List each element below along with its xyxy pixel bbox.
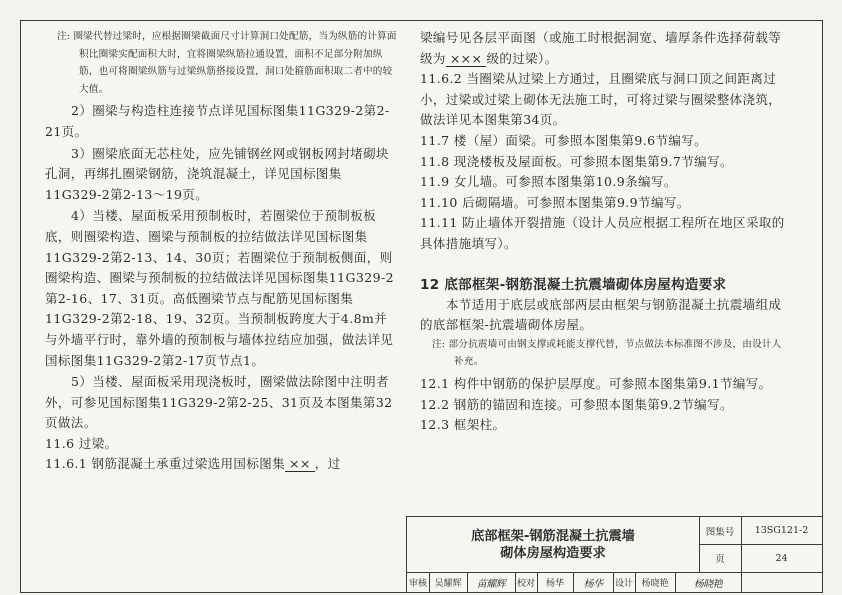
drawing-title-line2: 砌体房屋构造要求 — [500, 545, 606, 561]
paragraph-3: 3）圈梁底面无芯柱处，应先铺钢丝网或钢板网封堵砌块孔洞，再绑扎圈梁钢筋，浇筑混凝土，详见国标图集11G329-2第2-13～19页。 — [45, 145, 389, 202]
drawing-title — [407, 517, 700, 573]
design-signature: 杨晓艳 — [675, 572, 742, 593]
section-11-8: 11.8 现浇楼板及屋面板。可参照本图集第9.7节编写。 — [420, 153, 733, 169]
check-signature: 杨华 — [573, 572, 614, 593]
design-name: 杨晓艳 — [635, 572, 676, 593]
note-text: 圈梁代替过梁时，应根据圈梁截面尺寸计算洞口处配筋，当为纵筋的计算面积比圈梁实配面积大时，宜将圈梁纵筋拉通设置，面积不足部分附加纵筋，也可将圈梁纵筋与过梁纵筋搭接设置，洞口处箍筋面积取二者中的较大值。 — [73, 31, 397, 95]
right-column — [420, 28, 785, 436]
section-11-7: 11.7 楼（屋）面梁。可参照本图集第9.6节编写。 — [420, 132, 708, 148]
section-12-1: 12.1 构件中钢筋的保护层厚度。可参照本图集第9.1节编写。 — [420, 375, 772, 391]
review-label: 审核 — [407, 572, 430, 593]
left-column — [45, 28, 397, 475]
section-12-intro: 本节适用于底层或底部两层由框架与钢筋混凝土抗震墙组成的底部框架-抗震墙砌体房屋。 — [420, 296, 782, 333]
paragraph-5: 5）当楼、屋面板采用现浇板时，圈梁做法除图中注明者外，可参见国标图集11G329-2第2-25、31页及本图集第32页做法。 — [45, 374, 393, 431]
note-label: 注: — [57, 31, 71, 42]
lintel-continuation-tail: 级的过梁）。 — [486, 50, 558, 66]
section-11-6-1 — [45, 454, 397, 475]
section-11-6-1-text: 11.6.1 钢筋混凝土承重过梁选用国标图集 — [45, 456, 286, 472]
note-text: 部分抗震墙可由钢支撑或耗能支撑代替，节点做法本标准图不涉及，由设计人补充。 — [448, 338, 782, 368]
lintel-continuation-text: 梁编号见各层平面图（或施工时根据洞宽、墙厚条件选择荷载等级为 — [420, 30, 782, 66]
page-label: 页 — [699, 544, 742, 573]
section-11-9: 11.9 女儿墙。可参照本图集第10.9条编写。 — [420, 174, 677, 190]
page-number: 24 — [741, 544, 822, 573]
fill-blank-load-grade: ××× — [446, 52, 487, 67]
title-block — [406, 516, 823, 593]
lintel-continuation — [420, 28, 785, 69]
note-label: 注: — [432, 338, 446, 350]
section-11-6: 11.6 过梁。 — [45, 435, 118, 451]
note-shear-wall — [420, 336, 785, 371]
drawing-title-line1: 底部框架-钢筋混凝土抗震墙 — [471, 528, 635, 544]
note-ring-beam-lintel — [45, 28, 397, 98]
fill-blank-atlas: ×× — [285, 457, 315, 472]
atlas-number-label: 图集号 — [699, 517, 742, 545]
paragraph-2: 2）圈梁与构造柱连接节点详见国标图集11G329-2第2-21页。 — [45, 103, 390, 139]
section-12-3: 12.3 框架柱。 — [420, 417, 506, 433]
review-signature: 苗耀辉 — [467, 572, 516, 593]
section-11-6-2: 11.6.2 当圈梁从过梁上方通过，且圈梁底与洞口顶之间距离过小，过梁或过梁上砌体无法施工时，可将过梁与圈梁整体浇筑，做法详见本图集第34页。 — [420, 71, 782, 128]
section-11-6-1-tail: ，过 — [314, 456, 341, 472]
check-name: 杨华 — [537, 572, 574, 593]
section-11-10: 11.10 后砌隔墙。可参照本图集第9.9节编写。 — [420, 194, 690, 210]
section-12-2: 12.2 钢筋的锚固和连接。可参照本图集第9.2节编写。 — [420, 396, 733, 412]
paragraph-4: 4）当楼、屋面板采用预制板时，若圈梁位于预制板板底，则圈梁构造、圈梁与预制板的拉结做法详见国标图集11G329-2第2-13、14、30页；若圈梁位于预制板侧面，则圈梁构造、圈梁与预制板的拉结做法详见国标图集11G329-2第2-16、17、31页。高低圈梁节点与配筋见国标图集11G329-2第2-18、19、32页。当预制板跨度大于4.8m并与外墙平行时，靠外墙的预制板与墙体拉结应加强，做法详见国标图集11G329-2第2-17页节点1。 — [45, 208, 394, 368]
review-name: 吴耀辉 — [429, 572, 468, 593]
design-label: 设计 — [613, 572, 636, 593]
section-11-11: 11.11 防止墙体开裂措施（设计人员应根据工程所在地区采取的具体措施填写）。 — [420, 215, 785, 251]
page-cell-bottom — [741, 572, 822, 593]
section-12-heading: 12 底部框架-钢筋混凝土抗震墙砌体房屋构造要求 — [420, 276, 727, 293]
check-label: 校对 — [515, 572, 538, 593]
atlas-number: 13SG121-2 — [741, 517, 822, 545]
